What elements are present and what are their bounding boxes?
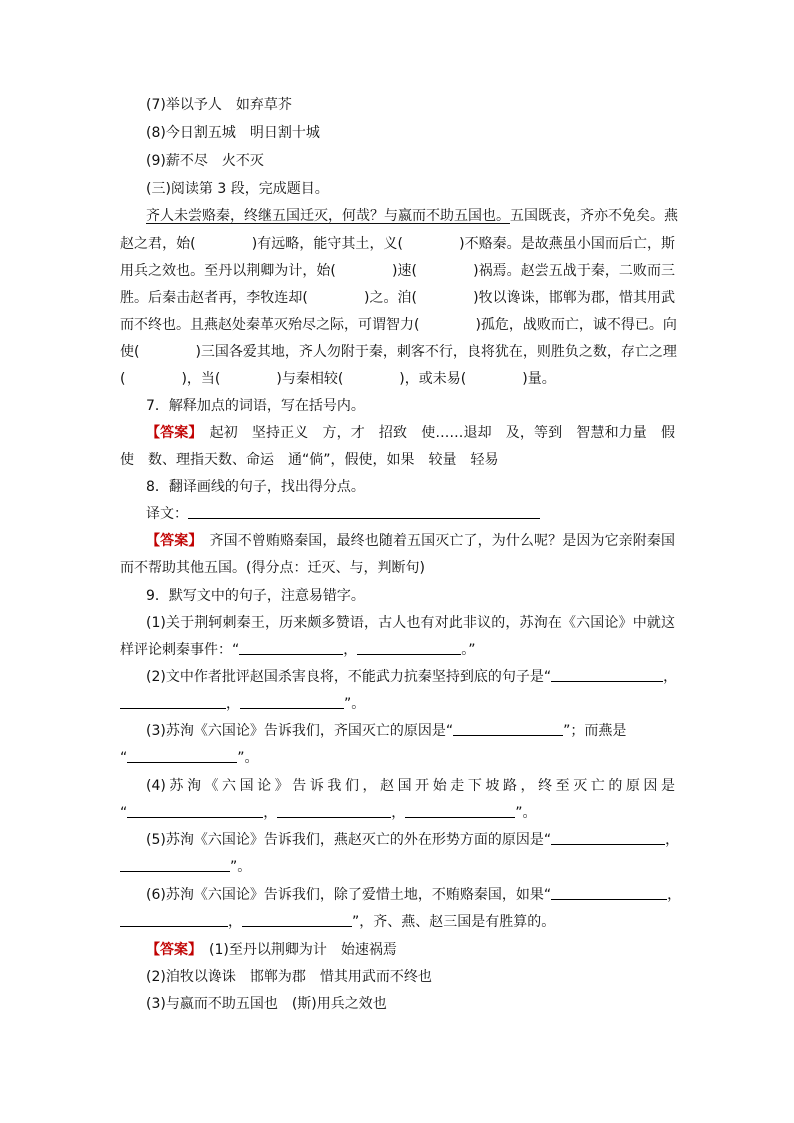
fill-blank-2c[interactable]	[240, 694, 344, 709]
answer-label: 【答案】	[146, 425, 196, 441]
comma: ，	[667, 887, 682, 903]
item-8: (8)今日割五城 明日割十城	[146, 125, 320, 141]
answer-8-line-2: 而不帮助其他五国。(得分点：迁灭、与，判断句)	[120, 560, 425, 576]
close-quote: 。”	[461, 642, 476, 658]
sub-5-line-2	[120, 857, 675, 877]
sub-3-line-1	[146, 721, 675, 741]
answer-8-text-1: 齐国不曾贿赂秦国，最终也随着五国灭亡了，为什么呢？是因为它亲附秦国	[209, 533, 676, 549]
question-7: 7．解释加点的词语，写在括号内。	[146, 398, 365, 414]
open-quote: “	[120, 750, 128, 766]
sub-3-prefix: (3)苏洵《六国论》告诉我们，齐国灭亡的原因是“	[146, 723, 454, 739]
item-9: (9)薪不尽 火不灭	[146, 153, 264, 169]
answer-9-text-1: (1)至丹以荆卿为计 始速祸焉	[209, 942, 397, 958]
fill-blank-6c[interactable]	[242, 912, 352, 927]
fill-blank-6b[interactable]	[120, 912, 228, 927]
fill-blank-3b[interactable]	[127, 748, 237, 763]
fill-blank-5b[interactable]	[120, 857, 230, 872]
sub-2-line-1	[146, 667, 678, 687]
fill-blank-6a[interactable]	[551, 885, 667, 900]
sub-6-line-1	[146, 885, 682, 905]
question-8: 8．翻译画线的句子，找出得分点。	[146, 479, 365, 495]
answer-9-line-1	[146, 940, 675, 960]
passage-line-2: 赵之君，始( )有远略，能守其土，义( )不赂秦。是故燕虽小国而后亡，斯	[120, 236, 675, 252]
sub-5-prefix: (5)苏洵《六国论》告诉我们，燕赵灭亡的外在形势方面的原因是“	[146, 832, 552, 848]
answer-label: 【答案】	[146, 942, 195, 958]
comma: ，	[263, 805, 278, 821]
item-7: (7)举以予人 如弃草芥	[146, 97, 292, 113]
answer-8-line-1	[146, 531, 675, 551]
answer-label: 【答案】	[146, 533, 196, 549]
open-quote: “	[120, 805, 128, 821]
answer-7-line-1	[146, 423, 675, 443]
close-quote: ”。	[344, 696, 366, 712]
close-quote: ”。	[237, 750, 259, 766]
close-quote: ”。	[515, 805, 537, 821]
fill-blank-3a[interactable]	[453, 721, 563, 736]
comma: ，	[391, 805, 406, 821]
sub-1-line-2	[120, 640, 675, 660]
translation-line	[146, 504, 675, 524]
comma: ，	[343, 642, 358, 658]
section-3-title: (三)阅读第 3 段，完成题目。	[146, 181, 329, 197]
sub-4-line-1: (4)苏洵《六国论》告诉我们，赵国开始走下坡路，终至灭亡的原因是	[146, 778, 675, 794]
close-quote: ”。	[230, 859, 252, 875]
passage-line-7: ( )，当( )与秦相较( )，或未易( )量。	[120, 371, 556, 387]
sub-6-suffix: ”，齐、燕、赵三国是有胜算的。	[352, 914, 556, 930]
sub-3-mid: ”；而燕是	[563, 723, 627, 739]
fill-blank-1b[interactable]	[357, 640, 461, 655]
fill-blank-5a[interactable]	[551, 830, 665, 845]
fill-blank-2a[interactable]	[551, 667, 663, 682]
fill-blank-4b[interactable]	[277, 803, 391, 818]
passage-line-4: 胜。后秦击赵者再，李牧连却( )之。洎( )牧以谗诛，邯郸为郡，惜其用武	[120, 290, 675, 306]
question-9: 9．默写文中的句子，注意易错字。	[146, 588, 365, 604]
passage-line-1-rest: 五国既丧，齐亦不免矣。燕	[510, 208, 678, 224]
fill-blank-4a[interactable]	[127, 803, 263, 818]
passage-line-5: 而不终也。且燕赵处秦革灭殆尽之际，可谓智力( )孤危，战败而亡，诚不得已。向	[120, 317, 677, 333]
answer-9-line-3: (3)与嬴而不助五国也 (斯)用兵之效也	[146, 996, 387, 1012]
comma: ，	[226, 696, 240, 712]
translation-blank[interactable]	[188, 504, 540, 519]
sub-5-line-1	[146, 830, 680, 850]
sub-1-prefix: 样评论刺秦事件：“	[120, 642, 240, 658]
sub-6-line-2	[120, 912, 675, 932]
passage-line-6: 使( )三国各爱其地，齐人勿附于秦，刺客不行，良将犹在，则胜负之数，存亡之理	[120, 344, 677, 360]
sub-3-line-2	[120, 748, 675, 768]
answer-7-text-1: 起初 坚持正义 方，才 招致 使……退却 及，等到 智慧和力量 假	[209, 425, 676, 441]
comma: ，	[663, 669, 678, 685]
comma: ，	[665, 832, 680, 848]
fill-blank-2b[interactable]	[120, 694, 226, 709]
sub-2-line-2	[120, 694, 675, 714]
answer-9-line-2: (2)洎牧以谗诛 邯郸为郡 惜其用武而不终也	[146, 969, 432, 985]
fill-blank-4c[interactable]	[405, 803, 515, 818]
answer-7-line-2: 使 数、理指天数、命运 通“倘”，假使，如果 较量 轻易	[120, 452, 499, 468]
comma: ，	[228, 914, 242, 930]
sub-6-prefix: (6)苏洵《六国论》告诉我们，除了爱惜土地，不贿赂秦国，如果“	[146, 887, 552, 903]
fill-blank-1a[interactable]	[239, 640, 343, 655]
underlined-sentence: 齐人未尝赂秦，终继五国迁灭，何哉？与嬴而不助五国也。	[146, 208, 510, 224]
translation-label: 译文：	[146, 506, 188, 522]
sub-1-line-1: (1)关于荆轲刺秦王，历来颇多赞语，古人也有对此非议的，苏洵在《六国论》中就这	[146, 615, 675, 631]
sub-2-prefix: (2)文中作者批评赵国杀害良将，不能武力抗秦坚持到底的句子是“	[146, 669, 552, 685]
passage-line-1	[146, 206, 678, 226]
passage-line-3: 用兵之效也。至丹以荆卿为计，始( )速( )祸焉。赵尝五战于秦，二败而三	[120, 263, 675, 279]
sub-4-line-2	[120, 803, 675, 823]
